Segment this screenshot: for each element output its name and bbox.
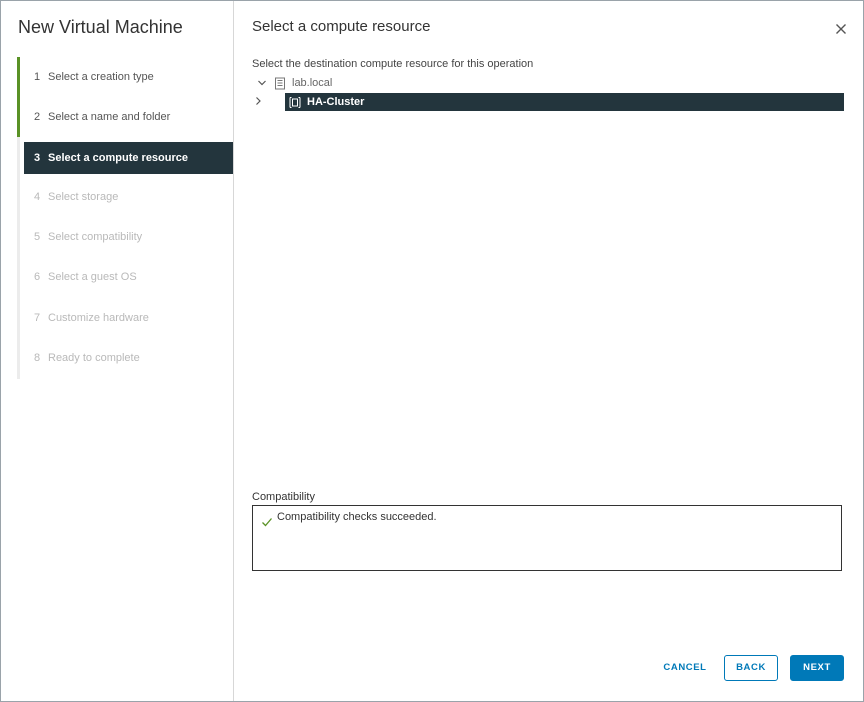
step-number: 7 bbox=[34, 312, 41, 324]
step-number: 2 bbox=[34, 111, 41, 123]
step-1-creation-type[interactable] bbox=[24, 61, 233, 93]
back-button[interactable]: BACK bbox=[724, 655, 778, 681]
step-label: Select a creation type bbox=[48, 71, 154, 83]
close-icon[interactable] bbox=[833, 21, 849, 37]
compatibility-label: Compatibility bbox=[252, 491, 315, 503]
step-label: Ready to complete bbox=[48, 352, 140, 364]
step-6-guest-os bbox=[24, 261, 233, 293]
tree-node-cluster[interactable] bbox=[285, 93, 844, 111]
compatibility-panel bbox=[252, 505, 842, 571]
chevron-right-icon[interactable] bbox=[252, 92, 266, 110]
wizard-step-list bbox=[17, 57, 233, 379]
step-number: 6 bbox=[34, 271, 41, 283]
datacenter-icon bbox=[273, 74, 287, 92]
step-number: 1 bbox=[34, 71, 41, 83]
step-number: 8 bbox=[34, 352, 41, 364]
chevron-down-icon[interactable] bbox=[257, 74, 267, 92]
step-label: Customize hardware bbox=[48, 312, 149, 324]
step-label: Select a compute resource bbox=[48, 152, 189, 164]
wizard-content-pane bbox=[234, 1, 863, 701]
step-4-storage bbox=[24, 181, 233, 213]
step-8-ready-to-complete bbox=[24, 342, 233, 374]
compatibility-message: Compatibility checks succeeded. bbox=[277, 511, 437, 523]
next-button[interactable]: NEXT bbox=[790, 655, 844, 681]
instruction-text: Select the destination compute resource for this operation bbox=[252, 58, 534, 70]
step-number: 3 bbox=[34, 152, 41, 164]
step-label: Select a name and folder bbox=[48, 111, 171, 123]
tree-node-datacenter[interactable] bbox=[252, 74, 844, 92]
step-5-compatibility bbox=[24, 221, 233, 253]
check-icon bbox=[261, 515, 273, 527]
step-3-compute-resource[interactable] bbox=[24, 142, 233, 174]
tree-node-label: lab.local bbox=[292, 77, 333, 89]
step-number: 4 bbox=[34, 191, 41, 203]
step-7-customize-hardware bbox=[24, 302, 233, 334]
wizard-title: New Virtual Machine bbox=[18, 17, 183, 37]
cluster-icon bbox=[288, 93, 302, 111]
cancel-button[interactable]: CANCEL bbox=[663, 662, 707, 673]
step-label: Select compatibility bbox=[48, 231, 143, 243]
wizard-steps-pane bbox=[1, 1, 234, 701]
step-label: Select a guest OS bbox=[48, 271, 137, 283]
page-title: Select a compute resource bbox=[252, 18, 431, 35]
step-2-name-folder[interactable] bbox=[24, 101, 233, 133]
step-number: 5 bbox=[34, 231, 41, 243]
step-progress-rail bbox=[17, 57, 20, 137]
tree-node-label: HA-Cluster bbox=[307, 96, 365, 108]
step-label: Select storage bbox=[48, 191, 119, 203]
